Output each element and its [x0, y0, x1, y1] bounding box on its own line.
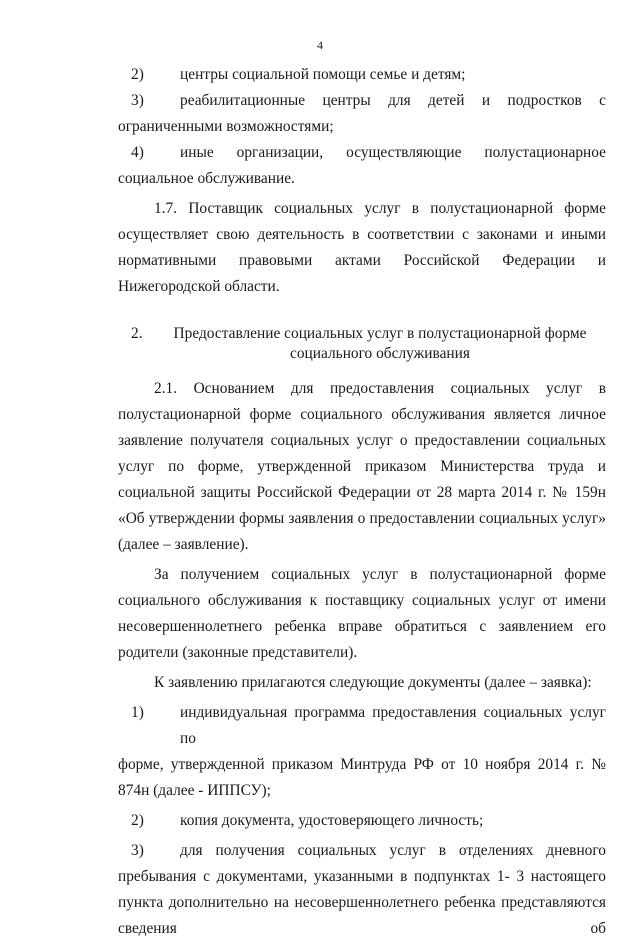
list-number: 2): [131, 812, 144, 829]
list-number: 4): [131, 144, 144, 161]
list-item: [118, 140, 606, 192]
list-text-continued: пребывания с документами, указанными в подпунктах 1- 3 настоящего пункта дополнительно на несовершеннолетнего ребенка представляются сведения об: [118, 868, 606, 937]
list-text: копия документа, удостоверяющего личность;: [180, 812, 484, 829]
list-text-continued: форме, утвержденной приказом Минтруда РФ от 10 ноября 2014 г. № 874н (далее - ИППСУ);: [118, 756, 606, 799]
paragraph-documents-intro: К заявлению прилагаются следующие документы (далее – заявка):: [154, 674, 592, 691]
list-text: реабилитационные центры для детей и подростков с: [180, 92, 606, 109]
list-text: центры социальной помощи семье и детям;: [180, 66, 466, 83]
list-number: 2): [131, 66, 144, 83]
paragraph-1-7: 1.7. Поставщик социальных услуг в полустационарной форме осуществляет свою деятельность в соответствии с законами и иными нормативными правовыми актами Российской Федерации и Нижегородской области.: [118, 200, 606, 295]
section-title-line2: социального обслуживания: [290, 345, 470, 362]
list-item: [118, 88, 606, 140]
paragraph-minor-representatives: За получением социальных услуг в полустационарной форме социального обслуживания к поставщику социальных услуг от имени несовершеннолетнего ребенка вправе обратиться с заявлением его родители (законные представители).: [118, 566, 606, 661]
section-number: 2.: [131, 325, 143, 342]
list-number: 3): [131, 92, 144, 109]
list-text-continued: социальное обслуживание.: [118, 170, 295, 187]
list-text-continued: ограниченными возможностями;: [118, 118, 334, 135]
list-item: [118, 808, 606, 834]
section-heading: [118, 324, 606, 364]
list-number: 3): [131, 842, 144, 859]
paragraph-2-1: 2.1. Основанием для предоставления социальных услуг в полустационарной форме социального обслуживания является личное заявление получателя социальных услуг о предоставлении социальных услуг по форме, утвержденной приказом Министерства труда и социальной защиты Российской Федерации от 28 марта 2014 г. № 159н «Об утверждении формы заявления о предоставлении социальных услуг» (далее – заявление).: [118, 380, 606, 553]
list-text: индивидуальная программа предоставления социальных услуг по: [180, 704, 606, 747]
list-text: для получения социальных услуг в отделениях дневного: [180, 842, 606, 859]
section-title-line1: Предоставление социальных услуг в полустационарной форме: [173, 325, 587, 342]
list-item: [118, 62, 606, 88]
page-content: [118, 62, 606, 942]
list-text: иные организации, осуществляющие полустационарное: [180, 144, 606, 161]
page-number: 4: [317, 38, 323, 52]
list-item: [118, 700, 606, 804]
list-item: [118, 838, 606, 942]
list-number: 1): [131, 704, 144, 721]
